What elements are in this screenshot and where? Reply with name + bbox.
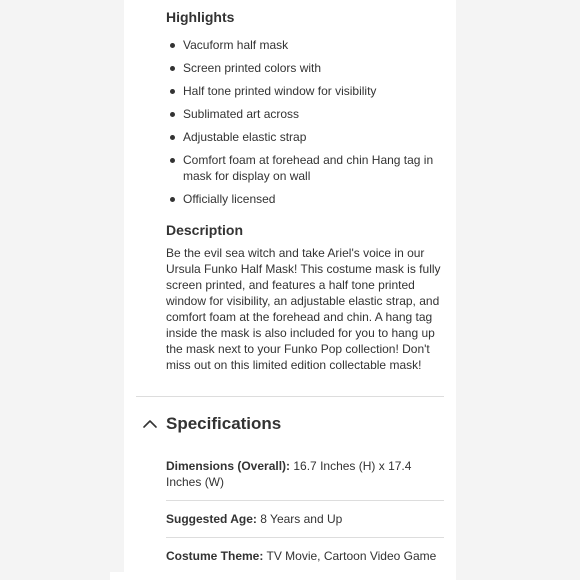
spec-label: Dimensions (Overall): — [166, 459, 291, 473]
highlights-list — [166, 37, 446, 207]
highlight-item: Vacuform half mask — [166, 37, 446, 53]
spec-divider — [166, 500, 444, 501]
spec-row-dimensions — [166, 458, 446, 490]
spec-value: 8 Years and Up — [260, 512, 343, 526]
highlight-item: Half tone printed window for visibility — [166, 83, 446, 99]
description-title: Description — [166, 222, 244, 238]
spec-value: TV Movie, Cartoon Video Game — [266, 549, 437, 563]
spec-label: Suggested Age: — [166, 512, 257, 526]
highlights-title: Highlights — [166, 9, 235, 25]
highlight-item: Screen printed colors with — [166, 60, 446, 76]
chevron-up-icon — [142, 416, 158, 432]
specifications-title: Specifications — [166, 414, 282, 433]
spec-label: Costume Theme: — [166, 549, 264, 563]
highlight-item: Officially licensed — [166, 191, 446, 207]
bottom-strip — [110, 572, 456, 580]
spec-row-suggested-age — [166, 511, 446, 527]
highlight-item: Comfort foam at forehead and chin Hang tag in mask for display on wall — [166, 152, 446, 184]
highlight-item: Sublimated art across — [166, 106, 446, 122]
spec-value: 16.7 Inches (H) x 17.4 Inches (W) — [166, 459, 412, 489]
highlight-item: Adjustable elastic strap — [166, 129, 446, 145]
specifications-toggle[interactable] — [142, 412, 342, 436]
product-details-card — [124, 0, 456, 572]
section-divider — [136, 396, 444, 397]
spec-row-costume-theme — [166, 548, 446, 564]
spec-divider — [166, 537, 444, 538]
description-text: Be the evil sea witch and take Ariel's voice in our Ursula Funko Half Mask! This costume mask is fully screen printed, and features a half tone printed window for visibility, an adjustable elastic strap, and comfort foam at the forehead and chin. A hang tag inside the mask is also included for you to hang up the mask next to your Funko Pop collection! Don't miss out on this limited edition collectable mask! — [166, 246, 441, 372]
